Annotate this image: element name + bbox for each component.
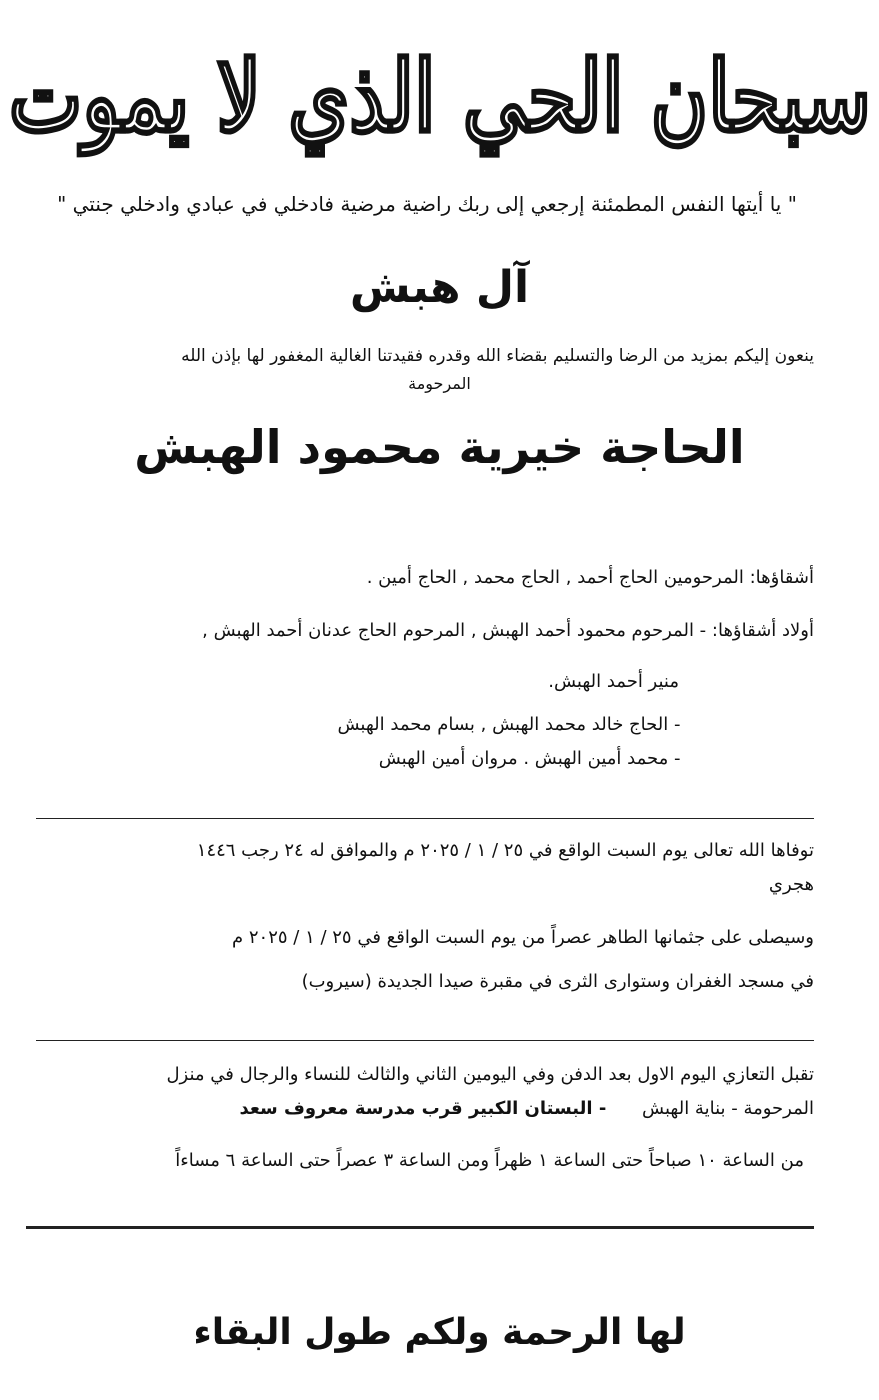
divider-3 <box>26 1226 814 1229</box>
intro-line-2: المرحومة <box>408 374 471 393</box>
divider-1 <box>36 818 814 819</box>
relative-item-1-text: الحاج خالد محمد الهبش , بسام محمد الهبش <box>337 714 669 735</box>
divider-2 <box>36 1040 814 1041</box>
death-line-1: توفاها الله تعالى يوم السبت الواقع في ٢٥ / ١ / ٢٠٢٥ م والموافق له ٢٤ رجب ١٤٤٦ <box>196 840 814 861</box>
list-dash: - <box>674 748 681 769</box>
prayer-line-1: وسيصلى على جثمانها الطاهر عصراً من يوم السبت الواقع في ٢٥ / ١ / ٢٠٢٥ م <box>232 927 814 948</box>
condolences-hours: من الساعة ١٠ صباحاً حتى الساعة ١ ظهراً ومن الساعة ٣ عصراً حتى الساعة ٦ مساءاً <box>175 1150 804 1171</box>
calligraphy-text: سبحان الحي الذي لا يموت <box>8 40 872 154</box>
condolences-location-1: المرحومة - بناية الهبش <box>642 1098 814 1119</box>
condolences-line-2 <box>239 1098 814 1119</box>
intro-line-1: ينعون إليكم بمزيد من الرضا والتسليم بقضاء الله وقدره فقيدتنا الغالية المغفور لها بإذن الله <box>181 346 814 366</box>
deceased-name: الحاجة خيرية محمود الهبش <box>134 420 745 474</box>
relative-item-1 <box>337 714 704 735</box>
nephews-line-1: أولاد أشقاؤها: - المرحوم محمود أحمد الهبش , المرحوم الحاج عدنان أحمد الهبش , <box>202 620 814 641</box>
calligraphy-header <box>8 22 872 172</box>
prayer-line-2: في مسجد الغفران وستوارى الثرى في مقبرة صيدا الجديدة (سيروب) <box>301 971 814 992</box>
condolences-location-2: - البستان الكبير قرب مدرسة معروف سعد <box>239 1098 607 1119</box>
death-line-2: هجري <box>768 874 814 895</box>
list-dash: - <box>674 714 681 735</box>
condolences-line-1: تقبل التعازي اليوم الاول بعد الدفن وفي اليومين الثاني والثالث للنساء والرجال في منزل <box>166 1064 814 1085</box>
relative-item-2 <box>379 748 704 769</box>
closing-line: لها الرحمة ولكم طول البقاء <box>193 1312 686 1353</box>
relative-item-2-text: محمد أمين الهبش . مروان أمين الهبش <box>378 748 669 769</box>
nephews-line-2: منير أحمد الهبش. <box>548 671 679 692</box>
brothers-line: أشقاؤها: المرحومين الحاج أحمد , الحاج محمد , الحاج أمين . <box>366 567 814 588</box>
family-name: آل هبش <box>349 262 530 313</box>
quran-verse: " يا أيتها النفس المطمئنة إرجعي إلى ربك راضية مرضية فادخلي في عبادي وادخلي جنتي " <box>57 192 797 216</box>
